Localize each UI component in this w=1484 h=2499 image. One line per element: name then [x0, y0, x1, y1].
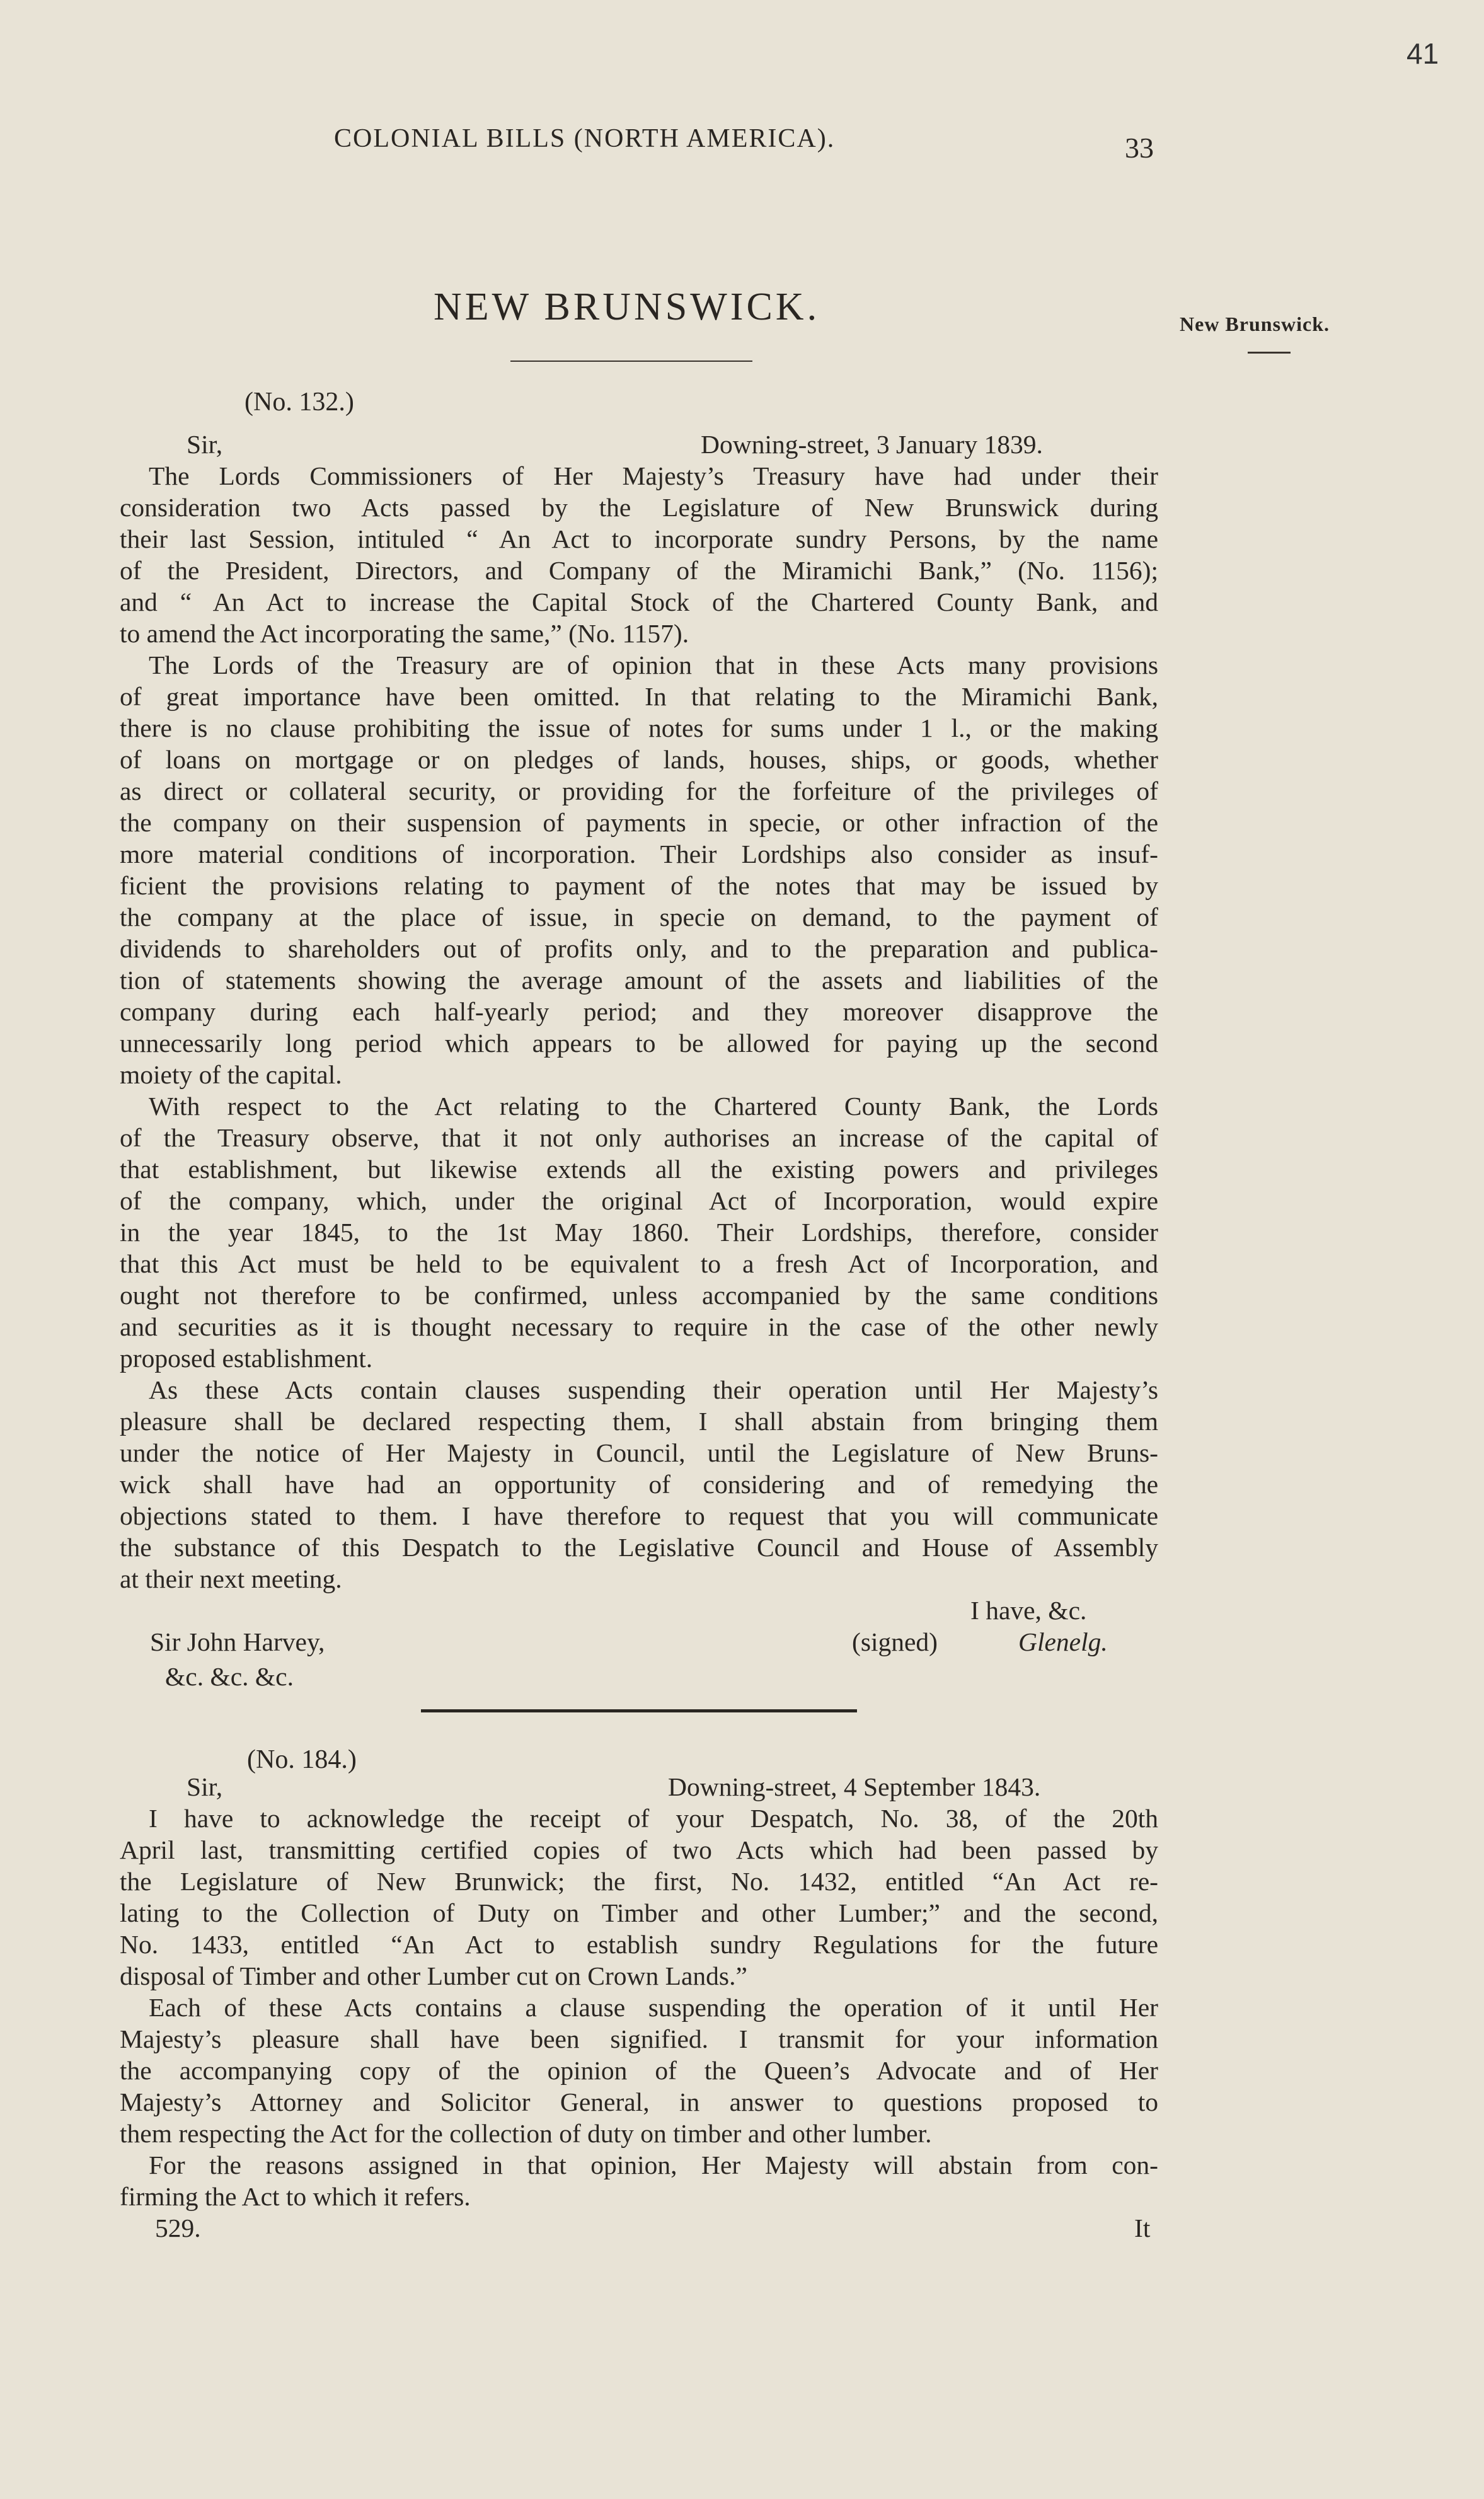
letter1-line: of the President, Directors, and Company of the Miramichi Bank,” (No. 1156); — [120, 556, 1158, 585]
letter1-line: that establishment, but likewise extends all the existing powers and privileges — [120, 1155, 1158, 1184]
letter1-line: as direct or collateral security, or providing for the forfeiture of the privileges of — [120, 776, 1158, 805]
letter1-line: consideration two Acts passed by the Legislature of New Brunswick during — [120, 493, 1158, 522]
letter1-line: the company at the place of issue, in specie on demand, to the payment of — [120, 903, 1158, 932]
archive-stamp-number: 41 — [1406, 37, 1439, 70]
letter2-dateline: Downing-street, 4 September 1843. — [668, 1772, 1041, 1801]
letter1-line: that this Act must be held to be equivalent to a fresh Act of Incorporation, and — [120, 1249, 1158, 1278]
letter1-number: (No. 132.) — [244, 388, 354, 417]
letter-separator-rule — [421, 1709, 857, 1712]
letter1-line: As these Acts contain clauses suspending their operation until Her Majesty’s — [149, 1375, 1158, 1404]
letter2-line: Each of these Acts contains a clause suspending the operation of it until Her — [149, 1993, 1158, 2022]
letter1-line: The Lords of the Treasury are of opinion that in these Acts many provisions — [149, 650, 1158, 679]
letter2-line: disposal of Timber and other Lumber cut on Crown Lands.” — [120, 1961, 747, 1990]
letter1-line: in the year 1845, to the 1st May 1860. Their Lordships, therefore, consider — [120, 1218, 1158, 1247]
letter1-line: of the Treasury observe, that it not only authorises an increase of the capital of — [120, 1123, 1158, 1152]
letter2-line: Majesty’s pleasure shall have been signified. I transmit for your information — [120, 2024, 1158, 2053]
letter1-line: to amend the Act incorporating the same,” (No. 1157). — [120, 619, 689, 648]
letter1-line: proposed establishment. — [120, 1344, 373, 1373]
letter1-addressee: Sir John Harvey, — [150, 1627, 325, 1656]
letter2-line: the accompanying copy of the opinion of the Queen’s Advocate and of Her — [120, 2056, 1158, 2085]
letter1-line: the company on their suspension of payments in specie, or other infraction of the — [120, 808, 1158, 837]
letter1-line: ficient the provisions relating to payment of the notes that may be issued by — [120, 871, 1158, 900]
margin-rule — [1248, 352, 1291, 354]
letter1-line: of loans on mortgage or on pledges of lands, houses, ships, or goods, whether — [120, 745, 1158, 774]
letter1-line: and securities as it is thought necessary to require in the case of the other newly — [120, 1312, 1158, 1341]
letter2-line: April last, transmitting certified copies of two Acts which had been passed by — [120, 1835, 1158, 1864]
letter2-line: I have to acknowledge the receipt of your Despatch, No. 38, of the 20th — [149, 1804, 1158, 1833]
letter2-line: firming the Act to which it refers. — [120, 2182, 471, 2211]
letter2-line: lating to the Collection of Duty on Timber and other Lumber;” and the second, — [120, 1898, 1158, 1927]
letter1-body — [120, 460, 1158, 1595]
running-head: COLONIAL BILLS (NORTH AMERICA). — [334, 124, 836, 153]
letter1-line: objections stated to them. I have therefore to request that you will communicate — [120, 1501, 1158, 1530]
letter1-line: of great importance have been omitted. In that relating to the Miramichi Bank, — [120, 682, 1158, 711]
letter1-salutation: Sir, — [187, 430, 223, 459]
margin-note: New Brunswick. — [1180, 313, 1330, 335]
letter1-line: their last Session, intituled “ An Act to incorporate sundry Persons, by the name — [120, 524, 1158, 553]
letter1-line: unnecessarily long period which appears to be allowed for paying up the second — [120, 1029, 1158, 1058]
letter1-line: at their next meeting. — [120, 1564, 342, 1593]
letter1-closing: I have, &c. — [970, 1596, 1087, 1625]
letter2-line: them respecting the Act for the collection of duty on timber and other lumber. — [120, 2119, 932, 2148]
letter2-line: the Legislature of New Brunwick; the first, No. 1432, entitled “An Act re- — [120, 1867, 1158, 1896]
section-title: NEW BRUNSWICK. — [434, 286, 820, 328]
catchword: It — [1134, 2213, 1151, 2242]
letter1-line: of the company, which, under the original Act of Incorporation, would expire — [120, 1186, 1158, 1215]
letter1-line: under the notice of Her Majesty in Council, until the Legislature of New Bruns- — [120, 1438, 1158, 1467]
letter1-line: there is no clause prohibiting the issue of notes for sums under 1 l., or the making — [120, 713, 1158, 742]
letter1-line: more material conditions of incorporation. Their Lordships also consider as insuf- — [120, 840, 1158, 869]
letter2-body — [120, 1803, 1158, 2212]
letter1-line: and “ An Act to increase the Capital Stock of the Chartered County Bank, and — [120, 587, 1158, 616]
letter1-line: The Lords Commissioners of Her Majesty’s Treasury have had under their — [149, 461, 1158, 490]
letter1-dateline: Downing-street, 3 January 1839. — [701, 430, 1043, 459]
letter2-line: For the reasons assigned in that opinion, Her Majesty will abstain from con- — [149, 2150, 1158, 2179]
letter1-line: wick shall have had an opportunity of considering and of remedying the — [120, 1470, 1158, 1499]
letter2-line: No. 1433, entitled “An Act to establish sundry Regulations for the future — [120, 1930, 1158, 1959]
letter1-line: the substance of this Despatch to the Legislative Council and House of Assembly — [120, 1533, 1158, 1562]
page-number: 33 — [1125, 132, 1154, 164]
letter1-line: tion of statements showing the average amount of the assets and liabilities of the — [120, 966, 1158, 995]
letter2-number: (No. 184.) — [247, 1745, 357, 1774]
letter1-line: moiety of the capital. — [120, 1060, 342, 1089]
letter1-line: company during each half-yearly period; and they moreover disapprove the — [120, 997, 1158, 1026]
letter1-line: With respect to the Act relating to the Chartered County Bank, the Lords — [149, 1092, 1158, 1121]
letter1-signature: Glenelg. — [1018, 1627, 1108, 1656]
letter2-line: Majesty’s Attorney and Solicitor General, in answer to questions proposed to — [120, 2087, 1158, 2116]
printer-signature-mark: 529. — [155, 2213, 201, 2242]
letter1-line: pleasure shall be declared respecting them, I shall abstain from bringing them — [120, 1407, 1158, 1436]
letter1-line: ought not therefore to be confirmed, unless accompanied by the same conditions — [120, 1281, 1158, 1310]
letter1-addressee-etc: &c. &c. &c. — [165, 1662, 294, 1691]
letter1-line: dividends to shareholders out of profits only, and to the preparation and publica- — [120, 934, 1158, 963]
title-rule — [510, 361, 752, 362]
letter1-signed-label: (signed) — [852, 1627, 938, 1656]
letter2-salutation: Sir, — [187, 1772, 223, 1801]
